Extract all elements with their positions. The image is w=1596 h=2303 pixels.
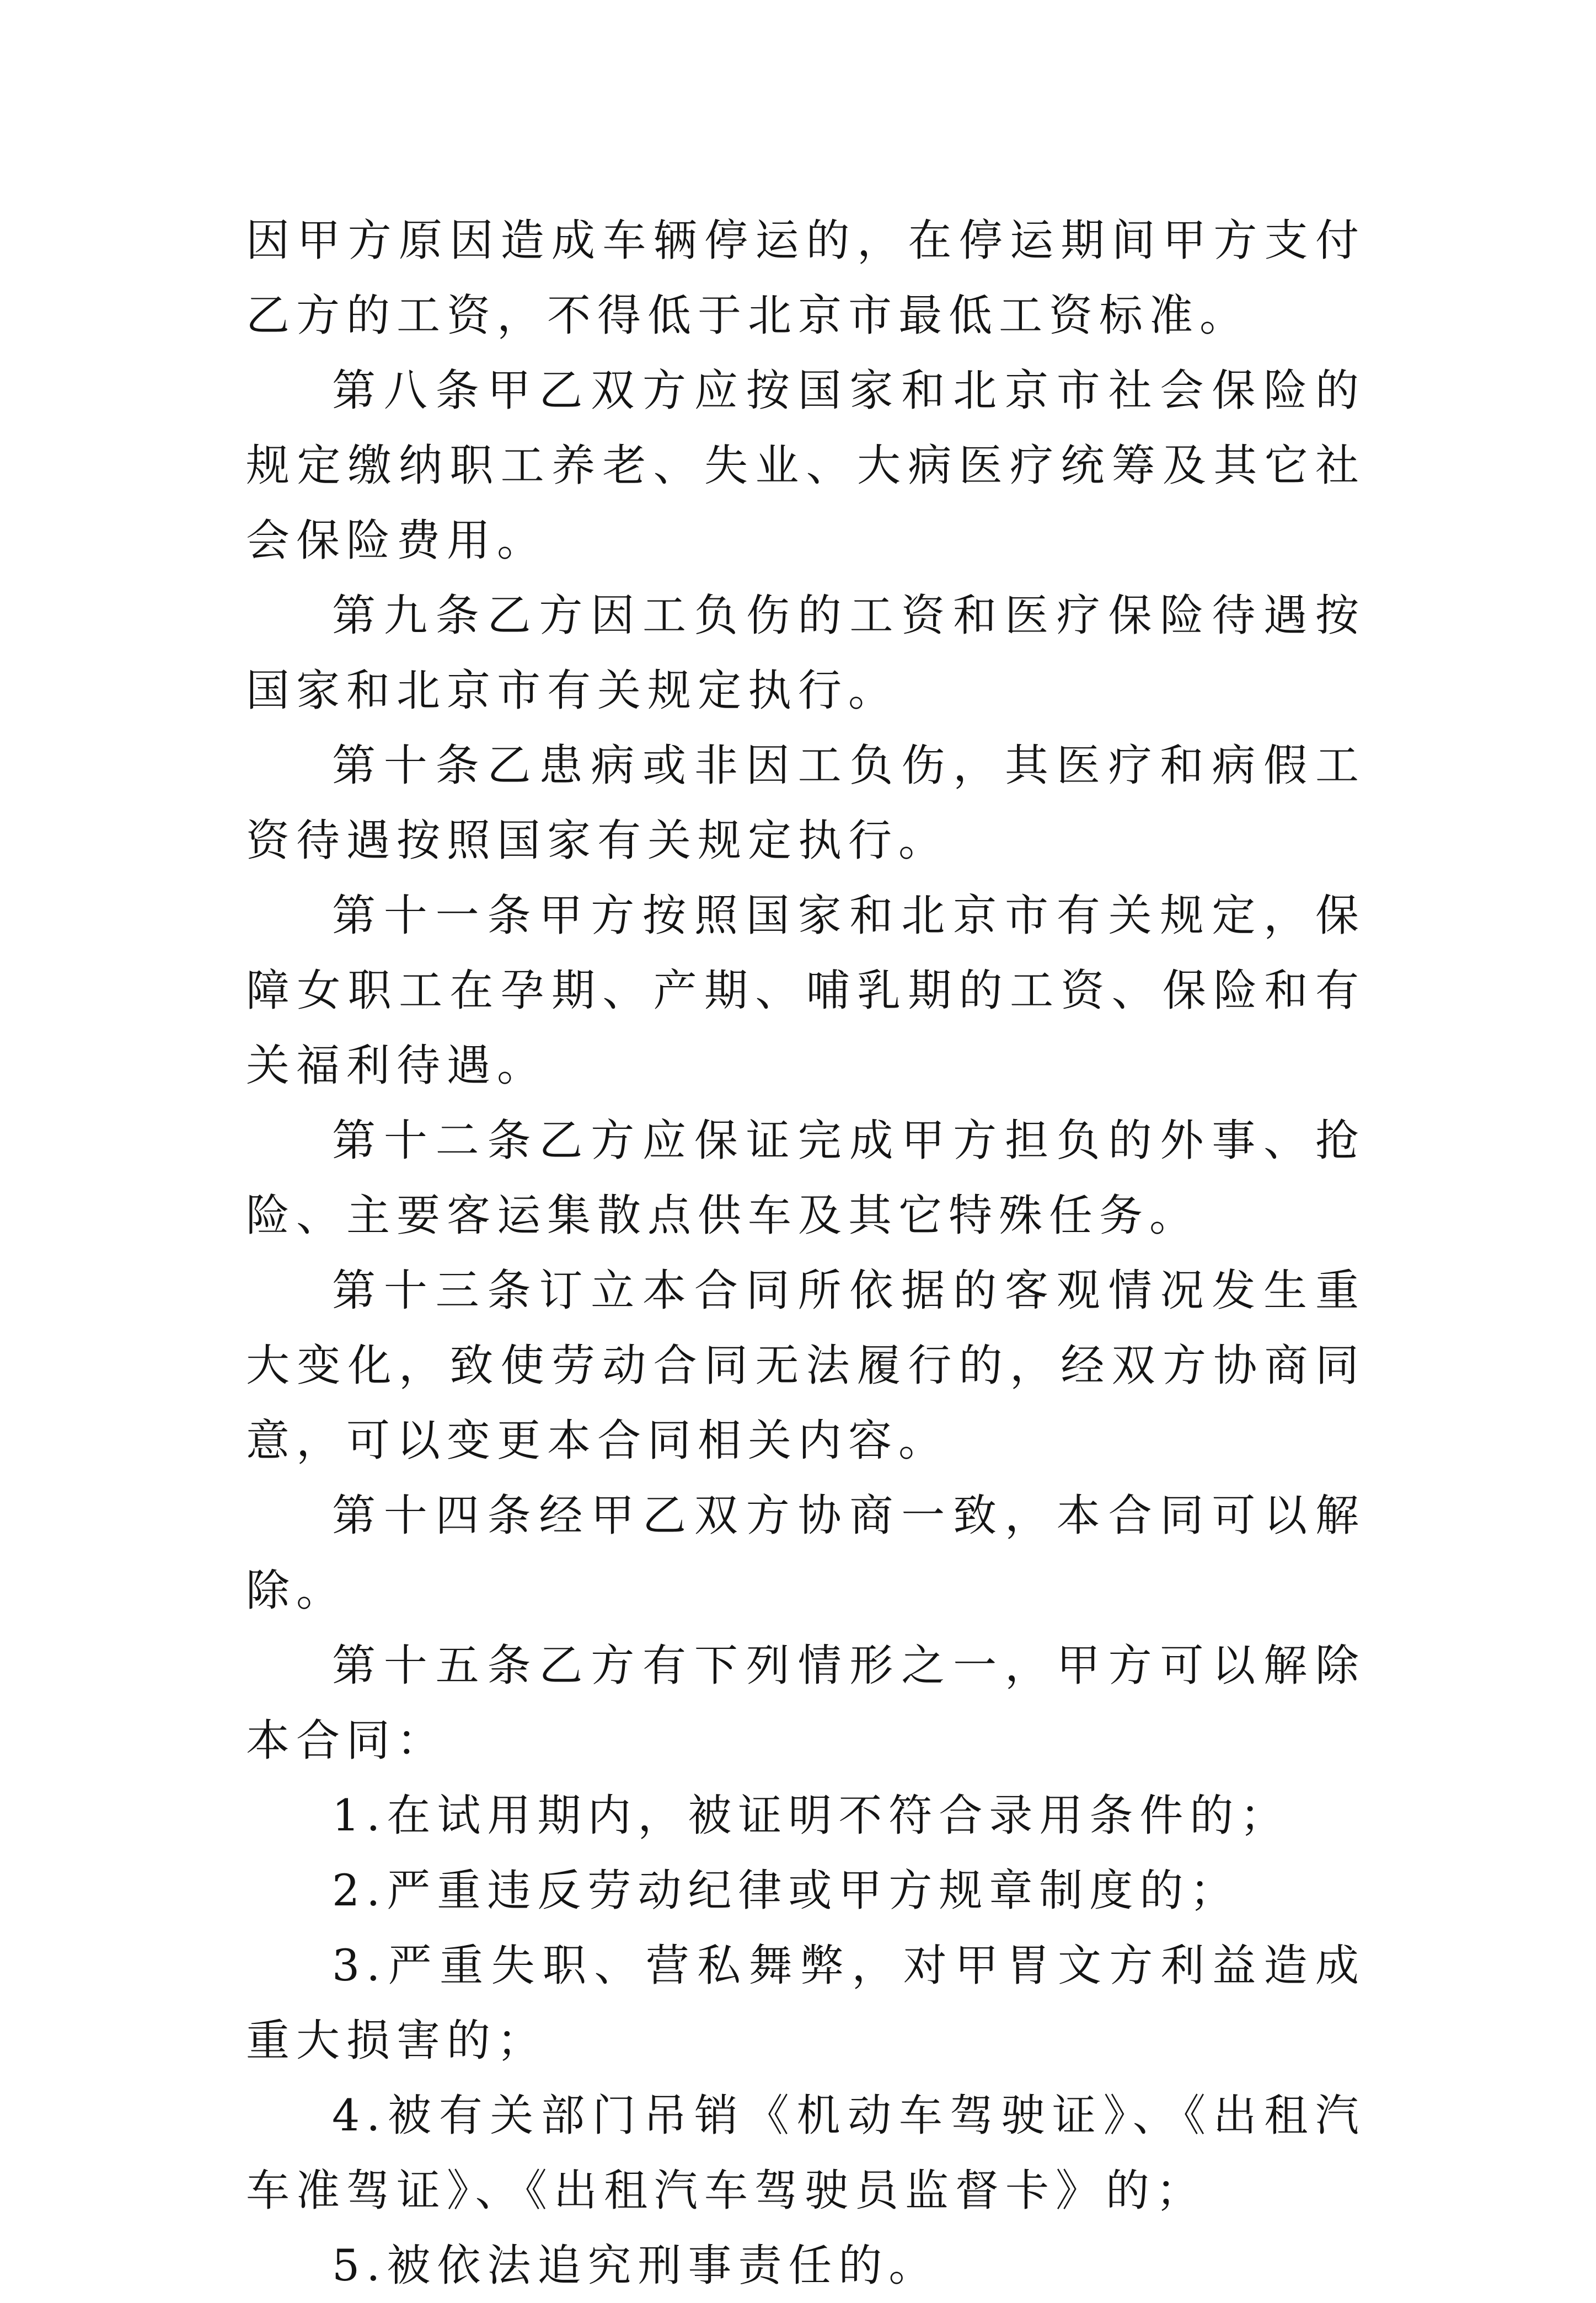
paragraph-article-10: 第十条乙患病或非因工负伤，其医疗和病假工资待遇按照国家有关规定执行。 (246, 740, 1365, 866)
list-item-5: 5.被依法追究刑事责任的。 (332, 2240, 939, 2291)
paragraph-article-13: 第十三条订立本合同所依据的客观情况发生重大变化，致使劳动合同无法履行的，经双方协商同意，可以变更本合同相关内容。 (246, 1265, 1365, 1466)
paragraph-article-9: 第九条乙方因工负伤的工资和医疗保险待遇按国家和北京市有关规定执行。 (246, 590, 1365, 716)
paragraph-article-12: 第十二条乙方应保证完成甲方担负的外事、抢险、主要客运集散点供车及其它特殊任务。 (246, 1115, 1365, 1241)
paragraph-article-14: 第十四条经甲乙双方协商一致，本合同可以解除。 (246, 1490, 1365, 1616)
list-item-1: 1.在试用期内，被证明不符合录用条件的； (332, 1790, 1290, 1841)
list-item-3: 3.严重失职、营私舞弊，对甲胃文方利益造成重大损害的； (246, 1940, 1365, 2066)
list-item-4: 4.被有关部门吊销《机动车驾驶证》、《出租汽车准驾证》、《出租汽车驾驶员监督卡》的； (246, 2090, 1365, 2216)
paragraph-article-15: 第十五条乙方有下列情形之一，甲方可以解除本合同： (246, 1640, 1365, 1766)
paragraph-continuation: 因甲方原因造成车辆停运的，在停运期间甲方支付乙方的工资，不得低于北京市最低工资标准。 (246, 215, 1365, 341)
paragraph-article-11: 第十一条甲方按照国家和北京市有关规定，保障女职工在孕期、产期、哺乳期的工资、保险和有关福利待遇。 (246, 890, 1365, 1091)
document-body (246, 203, 1365, 2303)
list-item-2: 2.严重违反劳动纪律或甲方规章制度的； (332, 1865, 1240, 1916)
paragraph-article-8: 第八条甲乙双方应按国家和北京市社会保险的规定缴纳职工养老、失业、大病医疗统筹及其它社会保险费用。 (246, 365, 1365, 566)
